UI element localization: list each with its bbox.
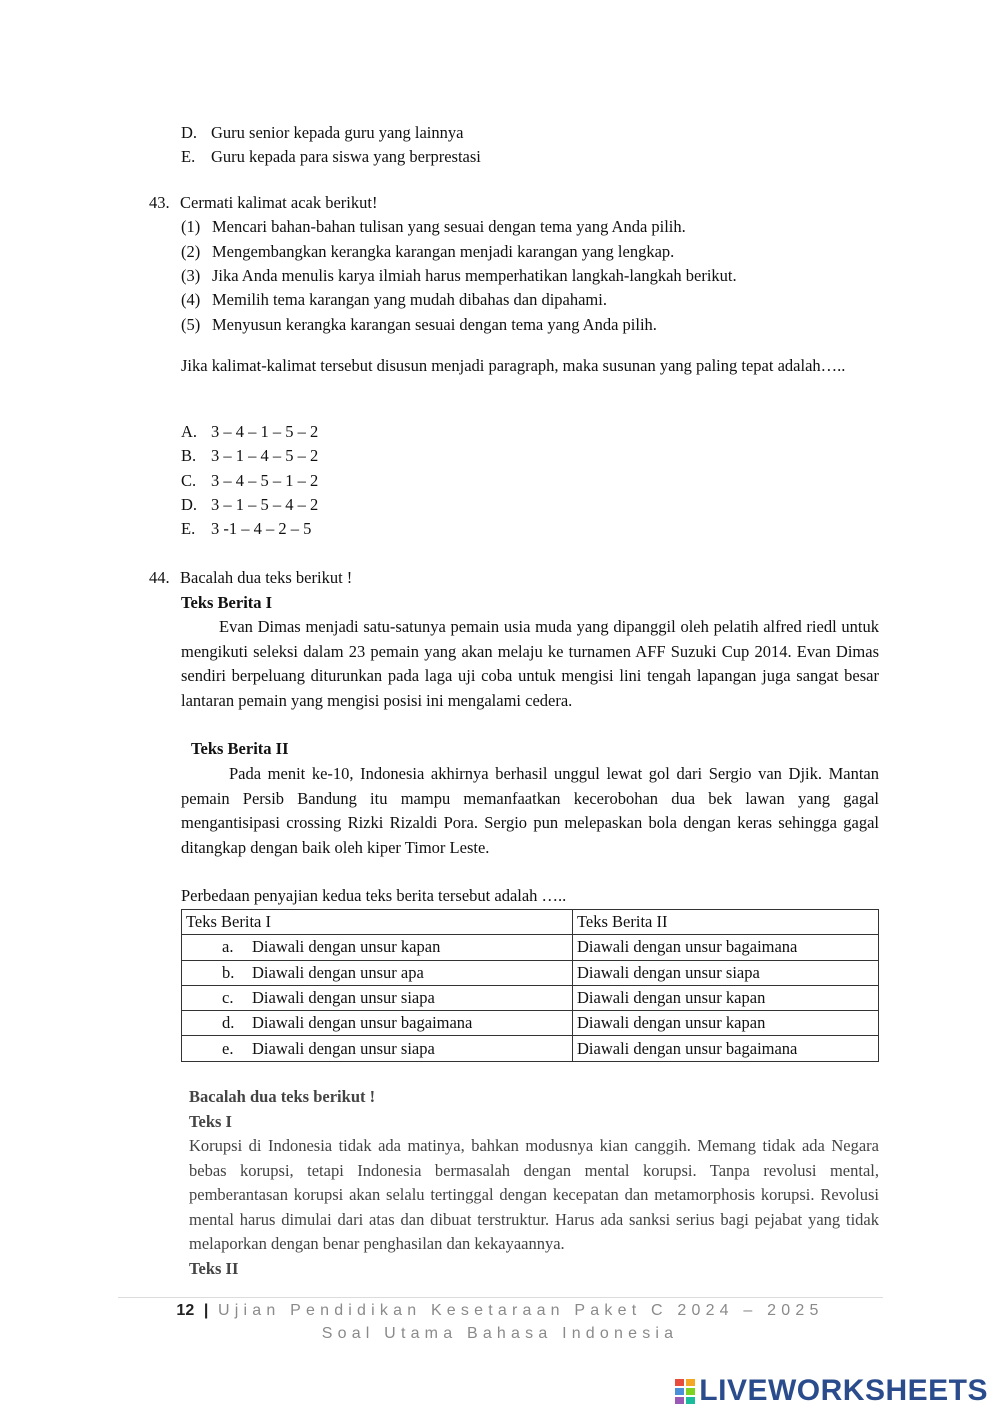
- option-text: 3 – 4 – 5 – 1 – 2: [211, 471, 319, 490]
- q43-option-b[interactable]: [181, 446, 318, 466]
- q43-sentence: [181, 315, 657, 335]
- table-cell: Diawali dengan unsur bagaimana: [573, 1036, 879, 1061]
- option-label: D.: [181, 123, 198, 142]
- sentence-text: Memilih tema karangan yang mudah dibahas dan dipahami.: [212, 290, 607, 309]
- sentence-text: Menyusun kerangka karangan sesuai dengan tema yang Anda pilih.: [212, 315, 657, 334]
- option-text: Guru senior kepada guru yang lainnya: [211, 123, 464, 142]
- option-label: B.: [181, 446, 197, 465]
- question-number: 43.: [149, 193, 170, 212]
- text1-title: Teks Berita I: [181, 593, 273, 612]
- option-label: C.: [181, 471, 197, 490]
- question-number: 44.: [149, 568, 170, 587]
- q42-option-e[interactable]: [181, 147, 481, 167]
- option-label: E.: [181, 147, 196, 166]
- q43-header: [149, 193, 377, 213]
- q43-option-e[interactable]: [181, 519, 311, 539]
- logo-text: LIVEWORKSHEETS: [699, 1374, 988, 1407]
- cell-text: Diawali dengan unsur kapan: [252, 937, 441, 957]
- question-prompt: Bacalah dua teks berikut !: [180, 568, 353, 587]
- text1-body: Evan Dimas menjadi satu-satunya pemain usia muda yang dipanggil oleh pelatih alfred riedl untuk mengikuti seleksi dalam 23 pemain yang akan melaju ke turnamen AFF Suzuki Cup 2014. Evan Dimas sendiri berpeluang diturunkan pada laga uji coba untuk mengisi lini tengah lapangan juga sangat besar lantaran pemain yang mengisi posisi ini mengalami cedera.: [181, 617, 879, 710]
- option-label: b.: [222, 962, 235, 982]
- q44-header: [149, 568, 352, 588]
- q43-sentence: [181, 217, 686, 237]
- table-cell: Diawali dengan unsur kapan: [573, 1011, 879, 1036]
- table-cell: Diawali dengan unsur siapa: [573, 960, 879, 985]
- cell-text: Diawali dengan unsur apa: [252, 962, 424, 982]
- q43-option-c[interactable]: [181, 471, 318, 491]
- option-label: d.: [222, 1013, 235, 1033]
- option-text: 3 – 4 – 1 – 5 – 2: [211, 422, 319, 441]
- option-text: 3 – 1 – 5 – 4 – 2: [211, 495, 319, 514]
- sentence-text: Jika Anda menulis karya ilmiah harus memperhatikan langkah-langkah berikut.: [212, 266, 737, 285]
- sentence-text: Mencari bahan-bahan tulisan yang sesuai dengan tema yang Anda pilih.: [212, 217, 686, 236]
- q42-option-d[interactable]: [181, 123, 463, 143]
- liveworksheets-icon: [675, 1379, 695, 1404]
- option-label: D.: [181, 495, 198, 514]
- q43-sentence: [181, 266, 737, 286]
- question-prompt: Cermati kalimat acak berikut!: [180, 193, 378, 212]
- table-row[interactable]: [182, 1011, 879, 1036]
- sentence-number: (5): [181, 315, 201, 334]
- table-header: Teks Berita I: [182, 910, 573, 935]
- table-row[interactable]: [182, 985, 879, 1010]
- option-text: 3 -1 – 4 – 2 – 5: [211, 519, 312, 538]
- text2-body: Pada menit ke-10, Indonesia akhirnya berhasil unggul lewat gol dari Sergio van Djik. Mantan pemain Persib Bandung itu mampu memanfaatkan kecerobohan dua bek lawan yang gagal mengantisipasi crossing Rizki Rizaldi Pora. Sergio pun melepaskan bola dengan keras sehingga gagal ditangkap dengan baik oleh kiper Timor Leste.: [181, 764, 879, 857]
- sentence-number: (4): [181, 290, 201, 309]
- teks-i-body: Korupsi di Indonesia tidak ada matinya, bahkan modusnya kian canggih. Memang tidak ada Negara bebas korupsi, tetapi Indonesia bermasalah dengan mental korupsi. Tanpa revolusi mental, pemberantasan korupsi akan selalu tertinggal dengan kecepatan dan metamorphosis korupsi. Revolusi mental harus dimulai dari atas dan dibuat terstruktur. Harus ada sanksi serius bagi pejabat yang tidak melaporkan dengan benar penghasilan dan kekayaannya.: [189, 1136, 879, 1254]
- sentence-number: (1): [181, 217, 201, 236]
- q43-option-a[interactable]: [181, 422, 318, 442]
- table-row[interactable]: [182, 935, 879, 960]
- cell-text: Diawali dengan unsur siapa: [252, 988, 435, 1008]
- q43-option-d[interactable]: [181, 495, 318, 515]
- footer-separator: |: [203, 1302, 209, 1319]
- teks-i-title: Teks I: [189, 1112, 232, 1131]
- footer-line-1: [0, 1302, 1000, 1320]
- table-header: Teks Berita II: [573, 910, 879, 935]
- option-label: a.: [222, 937, 234, 957]
- table-cell: [182, 960, 573, 985]
- table-cell: [182, 985, 573, 1010]
- q44-question: Perbedaan penyajian kedua teks berita tersebut adalah …..: [181, 886, 567, 905]
- table-row[interactable]: [182, 960, 879, 985]
- table-cell: [182, 1036, 573, 1061]
- footer-divider: [118, 1297, 883, 1298]
- footer-title: Ujian Pendidikan Kesetaraan Paket C 2024 – 2025: [218, 1302, 824, 1319]
- table-cell: [182, 935, 573, 960]
- next-section-prompt: Bacalah dua teks berikut !: [189, 1087, 376, 1106]
- sentence-number: (2): [181, 242, 201, 261]
- option-text: 3 – 1 – 4 – 5 – 2: [211, 446, 319, 465]
- table-cell: Diawali dengan unsur bagaimana: [573, 935, 879, 960]
- table-header-row: [182, 910, 879, 935]
- comparison-table: [181, 909, 879, 1062]
- sentence-text: Mengembangkan kerangka karangan menjadi karangan yang lengkap.: [212, 242, 675, 261]
- option-label: E.: [181, 519, 196, 538]
- option-label: c.: [222, 988, 234, 1008]
- option-text: Guru kepada para siswa yang berprestasi: [211, 147, 481, 166]
- text2-title: Teks Berita II: [191, 739, 289, 758]
- option-label: A.: [181, 422, 198, 441]
- cell-text: Diawali dengan unsur bagaimana: [252, 1013, 473, 1033]
- table-cell: [182, 1011, 573, 1036]
- table-row[interactable]: [182, 1036, 879, 1061]
- page-number: 12: [176, 1302, 195, 1319]
- q43-sentence: [181, 242, 674, 262]
- teks-ii-title: Teks II: [189, 1259, 239, 1278]
- table-cell: Diawali dengan unsur kapan: [573, 985, 879, 1010]
- option-label: e.: [222, 1038, 234, 1058]
- q43-question: Jika kalimat-kalimat tersebut disusun menjadi paragraph, maka susunan yang paling tepat adalah…..: [181, 356, 846, 375]
- sentence-number: (3): [181, 266, 201, 285]
- cell-text: Diawali dengan unsur siapa: [252, 1038, 435, 1058]
- liveworksheets-logo: [675, 1373, 988, 1409]
- q43-sentence: [181, 290, 607, 310]
- footer-line-2: Soal Utama Bahasa Indonesia: [321, 1325, 679, 1342]
